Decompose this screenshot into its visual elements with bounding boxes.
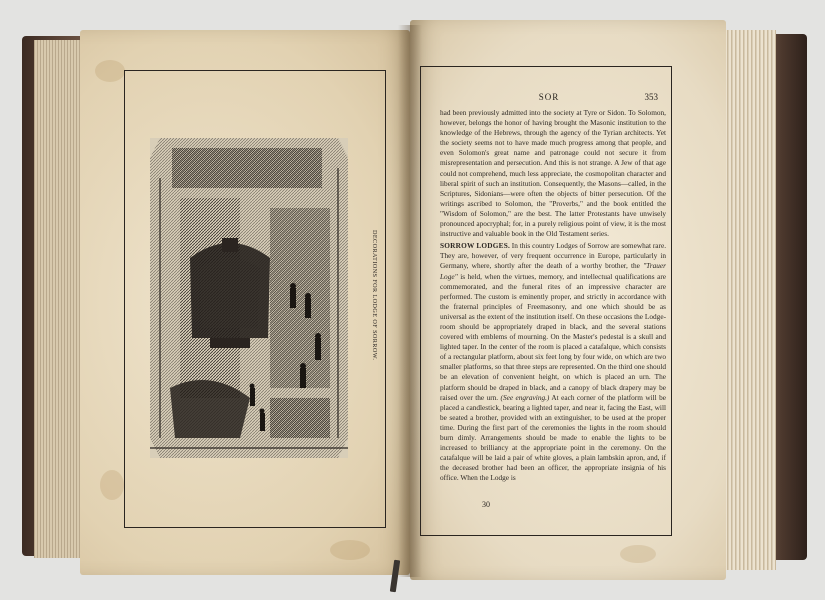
engraving-caption: DECORATIONS FOR LODGE OF SORROW. <box>371 229 378 361</box>
foxing-stain <box>100 470 124 500</box>
entry-text-b: is held, when the virtues, memory, and intellectual qualifications are commemorated, and the funeral rites of an impressive character are performed. The custom is eminently proper, and strictly in accordance with the fraternal principles of Freemasonry, and one which should be as universal as the extent of the institution itself. On these occasions the Lodge-room should be appropriately draped in black, and the several stations covered with emblems of mourning. On the Master's pedestal is a skull and lighted taper. In the center of the room is placed a catafalque, which consists of a rectangular platform, about six feet long by four wide, on which are two smaller platforms, so that three steps are represented. On the third one should be an elevation of convenient height, on which is placed an urn. The platform should be draped in black, and a canopy of black drapery may be raised over the urn. <box>440 271 666 402</box>
entry-text-a: In this country Lodges of Sorrow are somewhat rare. They are, however, of very frequent occurrence in Europe, particularly in Germany, where, shortly after the death of a worthy brother, the <box>440 241 667 271</box>
entry-text-c: At each corner of the platform will be placed a candlestick, bearing a lighted taper, and near it, facing the East, will be seated a brother, provided with an extinguisher, to be used at the proper time. During the first part of the ceremonies the lights in the room should burn dimly. Arrangements should be made to enable the lights to be increased to brilliancy at the appropriate point in the ceremony. On the catafalque will be laid a pair of white gloves, a plain lambskin apron, and, if the deceased brother had been an officer, the appropriate insignia of his office. When the Lodge is <box>440 392 666 483</box>
page-edges-left <box>34 40 86 558</box>
paragraph: had been previously admitted into the society at Tyre or Sidon. To Solomon, however, belongs the honor of having brought the Masonic institution to the knowledge of the Hebrews, through the agency of the Tyrian architects. Yet the society seems not to have made much progress among that people, and even Solomon's great name and patronage could not secure it from misrepresentation and persecution. And this is not strange. A Jew of that age could not comprehend, much less appreciate, the cosmopolitan character and liberal spirit of such an institution. Consequently, the Masons—called, in the Scriptures, Sidonians—were often the objects of bitter persecution. Of the writings ascribed to Solomon, the "Proverbs," and the book entitled the "Wisdom of Solomon," are the best. The latter Protestants have unwisely pronounced apocryphal; for, in a purely religious point of view, it is the most instructive and valuable book in the Old Testament series. <box>440 108 666 239</box>
foxing-stain <box>95 60 125 82</box>
see-engraving: (See engraving.) <box>500 392 550 402</box>
signature-mark: 30 <box>482 500 490 509</box>
engraving-illustration <box>150 138 348 458</box>
foxing-stain <box>620 545 656 563</box>
entry-italic: "Trauer Loge" <box>440 261 666 281</box>
running-head <box>430 92 668 106</box>
running-title: SOR <box>538 92 560 102</box>
sorrow-lodges-paragraph <box>440 241 666 483</box>
entry-heading: SORROW LODGES. <box>440 241 510 251</box>
foxing-stain <box>330 540 370 560</box>
body-text <box>440 108 666 483</box>
book-gutter <box>398 25 422 577</box>
page-edges-right <box>720 30 776 570</box>
page-number: 353 <box>644 92 658 102</box>
